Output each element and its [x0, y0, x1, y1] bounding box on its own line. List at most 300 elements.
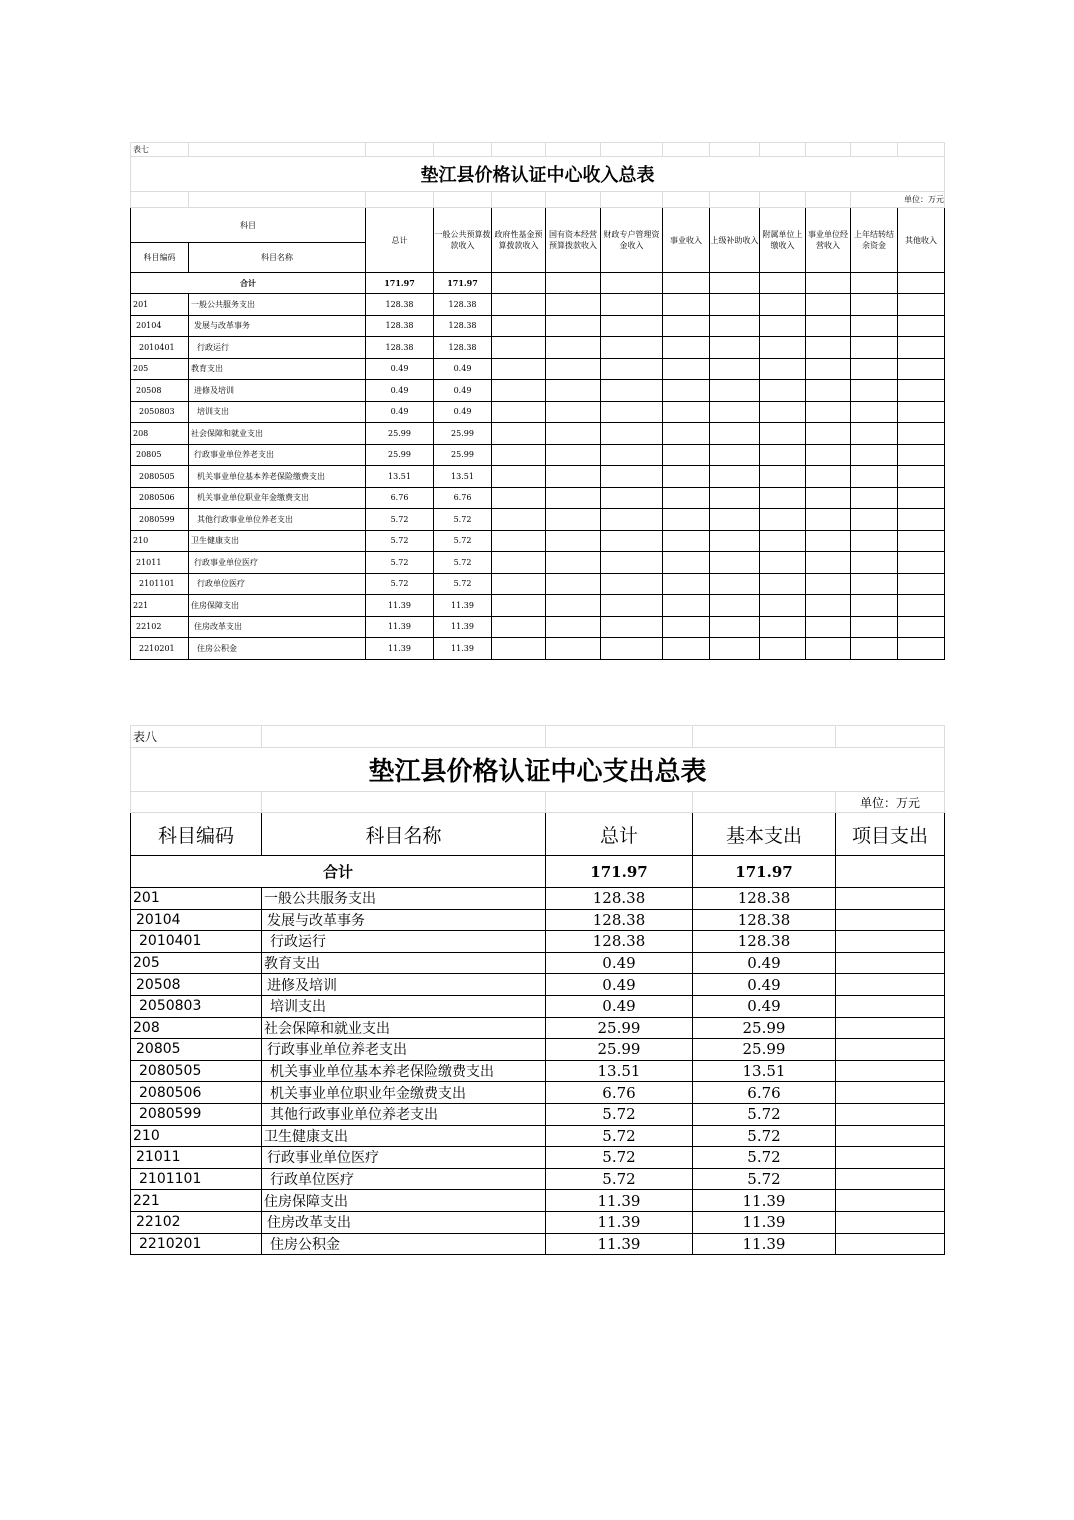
header-code: 科目编码 — [131, 813, 262, 856]
table-row — [131, 595, 945, 617]
row-name: 其他行政事业单位养老支出 — [189, 509, 366, 531]
table-row — [131, 401, 945, 423]
empty-cell — [546, 315, 601, 337]
empty-cell — [851, 401, 898, 423]
empty-cell — [836, 1168, 945, 1190]
total-general: 171.97 — [434, 273, 492, 294]
row-code: 2080505 — [131, 1060, 262, 1082]
row-name: 行政事业单位养老支出 — [262, 1039, 546, 1061]
row-name: 培训支出 — [262, 995, 546, 1017]
empty-cell — [663, 638, 710, 660]
table-row — [131, 444, 945, 466]
empty-cell — [806, 315, 851, 337]
empty-cell — [898, 638, 945, 660]
empty-cell — [710, 294, 760, 316]
row-name: 机关事业单位职业年金缴费支出 — [189, 487, 366, 509]
row-general: 5.72 — [434, 509, 492, 531]
empty-cell — [546, 444, 601, 466]
empty-cell — [601, 573, 663, 595]
row-name: 社会保障和就业支出 — [262, 1017, 546, 1039]
row-general: 25.99 — [434, 423, 492, 445]
row-total: 0.49 — [546, 974, 693, 996]
empty-cell — [806, 444, 851, 466]
empty-cell — [760, 487, 806, 509]
table-row — [131, 294, 945, 316]
row-general: 11.39 — [434, 616, 492, 638]
empty-cell — [663, 595, 710, 617]
total-basic: 171.97 — [693, 856, 836, 888]
empty-cell — [898, 530, 945, 552]
empty-cell — [546, 380, 601, 402]
row-total: 25.99 — [366, 423, 434, 445]
row-total: 5.72 — [546, 1147, 693, 1169]
empty-cell — [601, 509, 663, 531]
empty-cell — [898, 358, 945, 380]
row-code: 2101101 — [131, 1168, 262, 1190]
table-row — [131, 1060, 945, 1082]
row-total: 5.72 — [366, 552, 434, 574]
row-name: 行政事业单位医疗 — [189, 552, 366, 574]
empty-cell — [836, 1039, 945, 1061]
row-code: 21011 — [131, 552, 189, 574]
empty-cell — [546, 638, 601, 660]
empty-cell — [710, 380, 760, 402]
empty-cell — [851, 380, 898, 402]
header-project: 项目支出 — [836, 813, 945, 856]
empty-cell — [760, 401, 806, 423]
empty-cell — [710, 423, 760, 445]
row-code: 205 — [131, 358, 189, 380]
empty-cell — [546, 552, 601, 574]
empty-cell — [710, 616, 760, 638]
total-value: 171.97 — [546, 856, 693, 888]
row-basic: 5.72 — [693, 1168, 836, 1190]
row-code: 2010401 — [131, 337, 189, 359]
empty-cell — [836, 1211, 945, 1233]
empty-cell — [836, 952, 945, 974]
row-total: 128.38 — [546, 888, 693, 910]
empty-cell — [836, 1147, 945, 1169]
table-row — [131, 952, 945, 974]
empty-cell — [663, 552, 710, 574]
empty-cell — [546, 487, 601, 509]
empty-cell — [898, 423, 945, 445]
empty-cell — [546, 509, 601, 531]
row-general: 11.39 — [434, 638, 492, 660]
row-code: 20805 — [131, 444, 189, 466]
header-superior-subsidy: 上级补助收入 — [710, 208, 760, 273]
header-carryover: 上年结转结余资金 — [851, 208, 898, 273]
table-title: 垫江县价格认证中心收入总表 — [131, 157, 945, 192]
row-basic: 11.39 — [693, 1190, 836, 1212]
row-name: 其他行政事业单位养老支出 — [262, 1103, 546, 1125]
total-label: 合计 — [131, 856, 546, 888]
row-code: 210 — [131, 530, 189, 552]
row-code: 20104 — [131, 909, 262, 931]
row-code: 2080505 — [131, 466, 189, 488]
table-row — [131, 315, 945, 337]
table-row — [131, 530, 945, 552]
empty-cell — [601, 530, 663, 552]
row-name: 住房公积金 — [262, 1233, 546, 1255]
row-name: 机关事业单位职业年金缴费支出 — [262, 1082, 546, 1104]
row-name: 住房公积金 — [189, 638, 366, 660]
table-row — [131, 995, 945, 1017]
header-affiliated: 附属单位上缴收入 — [760, 208, 806, 273]
row-general: 11.39 — [434, 595, 492, 617]
table-row — [131, 509, 945, 531]
empty-cell — [760, 423, 806, 445]
empty-cell — [851, 337, 898, 359]
row-general: 5.72 — [434, 573, 492, 595]
empty-cell — [760, 358, 806, 380]
expense-summary-table — [130, 725, 945, 1255]
row-total: 13.51 — [546, 1060, 693, 1082]
empty-cell — [836, 995, 945, 1017]
table-row — [131, 638, 945, 660]
empty-cell — [663, 616, 710, 638]
empty-cell — [710, 444, 760, 466]
row-code: 20805 — [131, 1039, 262, 1061]
row-total: 5.72 — [366, 530, 434, 552]
row-code: 201 — [131, 294, 189, 316]
empty-cell — [492, 337, 546, 359]
row-total: 11.39 — [546, 1211, 693, 1233]
header-gov-fund: 政府性基金预算拨款收入 — [492, 208, 546, 273]
row-name: 行政单位医疗 — [262, 1168, 546, 1190]
empty-cell — [601, 552, 663, 574]
empty-cell — [546, 337, 601, 359]
row-basic: 5.72 — [693, 1147, 836, 1169]
empty-cell — [806, 466, 851, 488]
row-code: 2101101 — [131, 573, 189, 595]
table-row — [131, 337, 945, 359]
row-code: 20104 — [131, 315, 189, 337]
row-name: 一般公共服务支出 — [189, 294, 366, 316]
header-name: 科目名称 — [189, 243, 366, 273]
row-general: 0.49 — [434, 358, 492, 380]
empty-cell — [898, 573, 945, 595]
empty-cell — [546, 401, 601, 423]
empty-cell — [601, 638, 663, 660]
empty-cell — [492, 530, 546, 552]
row-name: 行政运行 — [189, 337, 366, 359]
empty-cell — [710, 509, 760, 531]
row-total: 128.38 — [366, 337, 434, 359]
empty-cell — [601, 595, 663, 617]
row-name: 行政事业单位养老支出 — [189, 444, 366, 466]
empty-cell — [851, 423, 898, 445]
empty-cell — [492, 466, 546, 488]
empty-cell — [851, 509, 898, 531]
empty-cell — [663, 401, 710, 423]
row-name: 行政运行 — [262, 931, 546, 953]
empty-cell — [760, 573, 806, 595]
empty-cell — [601, 294, 663, 316]
empty-cell — [492, 294, 546, 316]
table-row — [131, 931, 945, 953]
row-total: 13.51 — [366, 466, 434, 488]
header-subject: 科目 — [131, 208, 366, 243]
row-name: 行政事业单位医疗 — [262, 1147, 546, 1169]
empty-cell — [760, 337, 806, 359]
empty-cell — [710, 337, 760, 359]
empty-cell — [546, 358, 601, 380]
empty-cell — [663, 530, 710, 552]
row-total: 11.39 — [546, 1190, 693, 1212]
empty-cell — [492, 616, 546, 638]
header-code: 科目编码 — [131, 243, 189, 273]
table-row — [131, 974, 945, 996]
row-basic: 5.72 — [693, 1125, 836, 1147]
empty-cell — [806, 337, 851, 359]
row-name: 行政单位医疗 — [189, 573, 366, 595]
row-total: 6.76 — [546, 1082, 693, 1104]
header-special-fund: 财政专户管理资金收入 — [601, 208, 663, 273]
header-state-capital: 国有资本经营预算拨款收入 — [546, 208, 601, 273]
row-general: 128.38 — [434, 294, 492, 316]
table-row — [131, 1233, 945, 1255]
row-basic: 128.38 — [693, 888, 836, 910]
table-row — [131, 1125, 945, 1147]
empty-cell — [898, 466, 945, 488]
empty-cell — [806, 552, 851, 574]
empty-cell — [546, 294, 601, 316]
row-basic: 25.99 — [693, 1017, 836, 1039]
empty-cell — [546, 466, 601, 488]
header-total: 总计 — [366, 208, 434, 273]
empty-cell — [851, 466, 898, 488]
row-general: 128.38 — [434, 337, 492, 359]
empty-cell — [601, 444, 663, 466]
row-name: 机关事业单位基本养老保险缴费支出 — [262, 1060, 546, 1082]
empty-cell — [760, 466, 806, 488]
empty-cell — [898, 616, 945, 638]
row-total: 128.38 — [546, 931, 693, 953]
income-summary-table — [130, 142, 945, 660]
table-row — [131, 552, 945, 574]
row-code: 2080599 — [131, 509, 189, 531]
table-row — [131, 1103, 945, 1125]
empty-cell — [601, 315, 663, 337]
table-row — [131, 1147, 945, 1169]
row-total: 128.38 — [366, 294, 434, 316]
row-total: 11.39 — [366, 638, 434, 660]
total-label: 合计 — [131, 273, 366, 294]
row-general: 5.72 — [434, 552, 492, 574]
empty-cell — [663, 380, 710, 402]
row-name: 发展与改革事务 — [189, 315, 366, 337]
row-code: 2050803 — [131, 401, 189, 423]
empty-cell — [710, 552, 760, 574]
row-code: 20508 — [131, 974, 262, 996]
empty-cell — [806, 573, 851, 595]
table-row — [131, 466, 945, 488]
empty-cell — [760, 380, 806, 402]
empty-cell — [836, 1190, 945, 1212]
row-basic: 6.76 — [693, 1082, 836, 1104]
empty-cell — [492, 423, 546, 445]
row-basic: 5.72 — [693, 1103, 836, 1125]
table-tag: 表八 — [131, 726, 262, 748]
empty-cell — [836, 909, 945, 931]
row-total: 11.39 — [546, 1233, 693, 1255]
empty-cell — [760, 294, 806, 316]
empty-cell — [836, 1017, 945, 1039]
empty-cell — [492, 401, 546, 423]
table-row — [131, 573, 945, 595]
table-row — [131, 1211, 945, 1233]
empty-cell — [836, 1125, 945, 1147]
row-total: 25.99 — [366, 444, 434, 466]
header-basic: 基本支出 — [693, 813, 836, 856]
empty-cell — [710, 315, 760, 337]
row-total: 5.72 — [546, 1168, 693, 1190]
row-total: 5.72 — [366, 573, 434, 595]
empty-cell — [663, 466, 710, 488]
row-name: 住房保障支出 — [262, 1190, 546, 1212]
row-name: 进修及培训 — [262, 974, 546, 996]
empty-cell — [492, 509, 546, 531]
empty-cell — [760, 595, 806, 617]
row-code: 20508 — [131, 380, 189, 402]
row-code: 2010401 — [131, 931, 262, 953]
empty-cell — [546, 530, 601, 552]
empty-cell — [851, 444, 898, 466]
empty-cell — [806, 530, 851, 552]
table-row — [131, 1168, 945, 1190]
empty-cell — [898, 294, 945, 316]
empty-cell — [806, 638, 851, 660]
empty-cell — [492, 358, 546, 380]
row-code: 2080599 — [131, 1103, 262, 1125]
empty-cell — [663, 573, 710, 595]
empty-cell — [898, 401, 945, 423]
row-total: 0.49 — [546, 995, 693, 1017]
row-total: 5.72 — [546, 1125, 693, 1147]
empty-cell — [710, 487, 760, 509]
empty-cell — [898, 552, 945, 574]
empty-cell — [492, 487, 546, 509]
row-total: 128.38 — [546, 909, 693, 931]
row-name: 教育支出 — [189, 358, 366, 380]
empty-cell — [851, 573, 898, 595]
row-name: 培训支出 — [189, 401, 366, 423]
row-name: 住房改革支出 — [262, 1211, 546, 1233]
row-general: 0.49 — [434, 401, 492, 423]
row-code: 210 — [131, 1125, 262, 1147]
row-code: 205 — [131, 952, 262, 974]
row-general: 25.99 — [434, 444, 492, 466]
row-basic: 0.49 — [693, 995, 836, 1017]
empty-cell — [760, 444, 806, 466]
empty-cell — [663, 509, 710, 531]
row-basic: 128.38 — [693, 909, 836, 931]
empty-cell — [492, 315, 546, 337]
header-general-budget: 一般公共预算拨款收入 — [434, 208, 492, 273]
empty-cell — [898, 487, 945, 509]
empty-cell — [710, 530, 760, 552]
empty-cell — [806, 380, 851, 402]
row-code: 2210201 — [131, 1233, 262, 1255]
empty-cell — [851, 595, 898, 617]
total-value: 171.97 — [366, 273, 434, 294]
row-general: 13.51 — [434, 466, 492, 488]
empty-cell — [663, 315, 710, 337]
empty-cell — [663, 487, 710, 509]
row-general: 0.49 — [434, 380, 492, 402]
empty-cell — [760, 509, 806, 531]
empty-cell — [836, 1103, 945, 1125]
empty-cell — [851, 487, 898, 509]
empty-cell — [601, 487, 663, 509]
empty-cell — [601, 358, 663, 380]
empty-cell — [806, 616, 851, 638]
row-name: 住房改革支出 — [189, 616, 366, 638]
row-code: 221 — [131, 1190, 262, 1212]
row-code: 2080506 — [131, 1082, 262, 1104]
row-basic: 11.39 — [693, 1233, 836, 1255]
row-name: 发展与改革事务 — [262, 909, 546, 931]
unit-label: 单位：万元 — [836, 792, 945, 813]
row-total: 11.39 — [366, 616, 434, 638]
row-code: 22102 — [131, 616, 189, 638]
empty-cell — [663, 444, 710, 466]
row-basic: 128.38 — [693, 931, 836, 953]
row-name: 机关事业单位基本养老保险缴费支出 — [189, 466, 366, 488]
empty-cell — [492, 595, 546, 617]
row-name: 进修及培训 — [189, 380, 366, 402]
header-total: 总计 — [546, 813, 693, 856]
row-total: 5.72 — [366, 509, 434, 531]
row-total: 6.76 — [366, 487, 434, 509]
empty-cell — [710, 401, 760, 423]
empty-cell — [851, 315, 898, 337]
row-code: 21011 — [131, 1147, 262, 1169]
row-total: 0.49 — [366, 401, 434, 423]
empty-cell — [663, 337, 710, 359]
row-code: 2210201 — [131, 638, 189, 660]
empty-cell — [601, 423, 663, 445]
table-row — [131, 909, 945, 931]
table-row — [131, 1190, 945, 1212]
row-basic: 0.49 — [693, 952, 836, 974]
empty-cell — [898, 509, 945, 531]
empty-cell — [710, 466, 760, 488]
table-row — [131, 423, 945, 445]
empty-cell — [898, 315, 945, 337]
empty-cell — [760, 638, 806, 660]
row-basic: 13.51 — [693, 1060, 836, 1082]
empty-cell — [806, 487, 851, 509]
empty-cell — [601, 337, 663, 359]
empty-cell — [836, 1082, 945, 1104]
empty-cell — [851, 530, 898, 552]
empty-cell — [601, 616, 663, 638]
empty-cell — [836, 888, 945, 910]
empty-cell — [898, 444, 945, 466]
empty-cell — [710, 358, 760, 380]
empty-cell — [710, 573, 760, 595]
table-title: 垫江县价格认证中心支出总表 — [131, 748, 945, 792]
row-general: 128.38 — [434, 315, 492, 337]
table-tag: 表七 — [131, 143, 189, 157]
empty-cell — [601, 401, 663, 423]
table-row — [131, 1039, 945, 1061]
row-name: 卫生健康支出 — [189, 530, 366, 552]
empty-cell — [836, 931, 945, 953]
table-row — [131, 358, 945, 380]
